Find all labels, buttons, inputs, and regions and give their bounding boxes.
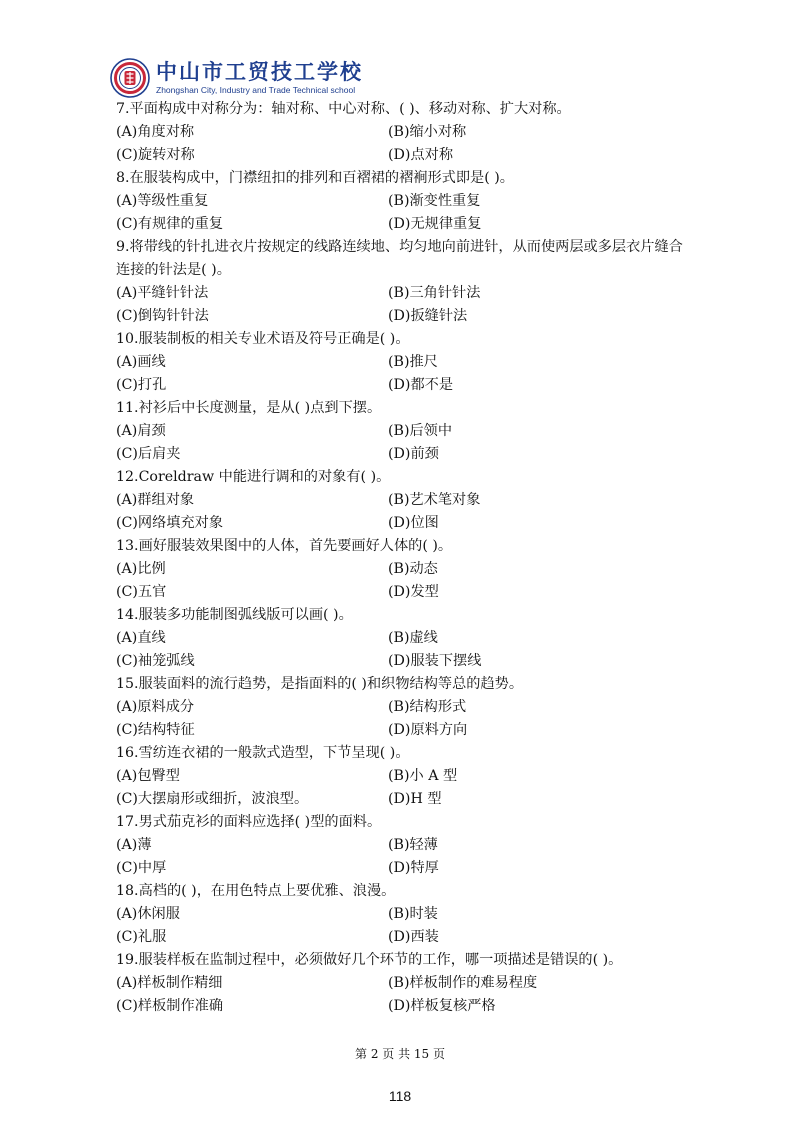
answer-option: (D)服装下摆线 (388, 653, 482, 669)
question-text: 12.Coreldraw 中能进行调和的对象有( )。 (116, 469, 391, 485)
option-grid (116, 420, 696, 466)
option-grid (116, 489, 696, 535)
question-text: 18.高档的( )，在用色特点上要优雅、浪漫。 (116, 883, 396, 899)
answer-option: (D)扳缝针法 (388, 308, 468, 324)
answer-option: (C)样板制作准确 (116, 998, 224, 1014)
answer-option: (A)肩颈 (116, 423, 166, 439)
answer-option: (B)样板制作的难易程度 (388, 975, 538, 991)
option-grid (116, 282, 696, 328)
question-text: 14.服装多功能制图弧线版可以画( )。 (116, 607, 353, 623)
answer-option: (A)直线 (116, 630, 166, 646)
option-grid (116, 190, 696, 236)
answer-option: (A)薄 (116, 837, 152, 853)
school-name-cn: 中山市工贸技工学校 (156, 59, 363, 84)
school-name-en: Zhongshan City, Industry and Trade Technical school (156, 85, 356, 95)
answer-option: (C)五官 (116, 584, 167, 600)
answer-option: (C)结构特征 (116, 722, 195, 738)
answer-option: (D)样板复核严格 (388, 998, 496, 1014)
answer-option: (C)有规律的重复 (116, 216, 224, 232)
answer-option: (A)休闲服 (116, 906, 180, 922)
question-text: 8.在服装构成中，门襟纽扣的排列和百褶裙的褶裥形式即是( )。 (116, 170, 514, 186)
page-number: 118 (388, 1088, 412, 1104)
question-item (116, 98, 696, 167)
answer-option: (D)发型 (388, 584, 439, 600)
answer-option: (B)缩小对称 (388, 124, 467, 140)
page-footer: 第 2 页 共 15 页 (355, 1047, 445, 1061)
question-item (116, 742, 696, 811)
answer-option: (A)比例 (116, 561, 166, 577)
answer-option: (C)倒钩针针法 (116, 308, 209, 324)
answer-option: (D)H 型 (388, 791, 442, 807)
question-text: 19.服装样板在监制过程中，必须做好几个环节的工作，哪一项描述是错误的( )。 (116, 952, 623, 968)
answer-option: (C)旋转对称 (116, 147, 195, 163)
school-name (156, 60, 363, 96)
answer-option: (A)角度对称 (116, 124, 195, 140)
question-item (116, 880, 696, 949)
answer-option: (C)打孔 (116, 377, 167, 393)
answer-option: (B)三角针针法 (388, 285, 481, 301)
answer-option: (B)渐变性重复 (388, 193, 481, 209)
answer-option: (B)动态 (388, 561, 438, 577)
answer-option: (C)网络填充对象 (116, 515, 224, 531)
question-item (116, 167, 696, 236)
question-item (116, 949, 696, 1018)
answer-option: (A)原料成分 (116, 699, 195, 715)
option-grid (116, 627, 696, 673)
answer-option: (B)轻薄 (388, 837, 438, 853)
question-text: 13.画好服装效果图中的人体，首先要画好人体的( )。 (116, 538, 453, 554)
option-grid (116, 121, 696, 167)
question-item (116, 236, 696, 328)
question-list (116, 98, 696, 1018)
answer-option: (A)平缝针针法 (116, 285, 209, 301)
answer-option: (D)特厚 (388, 860, 439, 876)
answer-option: (C)中厚 (116, 860, 167, 876)
option-grid (116, 903, 696, 949)
question-item (116, 466, 696, 535)
answer-option: (D)都不是 (388, 377, 454, 393)
question-text: 17.男式茄克衫的面料应选择( )型的面料。 (116, 814, 382, 830)
option-grid (116, 972, 696, 1018)
question-item (116, 397, 696, 466)
question-item (116, 673, 696, 742)
school-header (110, 56, 363, 100)
option-grid (116, 351, 696, 397)
answer-option: (D)前颈 (388, 446, 439, 462)
answer-option: (A)画线 (116, 354, 166, 370)
answer-option: (C)礼服 (116, 929, 167, 945)
answer-option: (A)包臀型 (116, 768, 180, 784)
answer-option: (B)时装 (388, 906, 438, 922)
answer-option: (D)无规律重复 (388, 216, 482, 232)
answer-option: (B)结构形式 (388, 699, 467, 715)
question-item (116, 535, 696, 604)
answer-option: (D)西装 (388, 929, 439, 945)
answer-option: (B)虚线 (388, 630, 438, 646)
option-grid (116, 696, 696, 742)
question-text: 16.雪纺连衣裙的一般款式造型，下节呈现( )。 (116, 745, 410, 761)
answer-option: (B)艺术笔对象 (388, 492, 481, 508)
answer-option: (C)袖笼弧线 (116, 653, 195, 669)
option-grid (116, 558, 696, 604)
question-item (116, 604, 696, 673)
answer-option: (B)小 A 型 (388, 768, 458, 784)
option-grid (116, 834, 696, 880)
question-text: 7.平面构成中对称分为：轴对称、中心对称、( )、移动对称、扩大对称。 (116, 101, 571, 117)
question-text: 9.将带线的针扎进衣片按规定的线路连续地、均匀地向前进针，从而使两层或多层衣片缝合连接的针法是( )。 (116, 239, 683, 278)
answer-option: (D)点对称 (388, 147, 454, 163)
answer-option: (D)位图 (388, 515, 439, 531)
question-text: 10.服装制板的相关专业术语及符号正确是( )。 (116, 331, 410, 347)
answer-option: (B)推尺 (388, 354, 438, 370)
answer-option: (C)大摆扇形或细折，波浪型。 (116, 791, 309, 807)
answer-option: (A)样板制作精细 (116, 975, 223, 991)
answer-option: (A)群组对象 (116, 492, 195, 508)
answer-option: (B)后领中 (388, 423, 453, 439)
answer-option: (D)原料方向 (388, 722, 468, 738)
answer-option: (A)等级性重复 (116, 193, 209, 209)
question-item (116, 328, 696, 397)
school-seal-icon (110, 58, 150, 98)
answer-option: (C)后肩夹 (116, 446, 181, 462)
question-item (116, 811, 696, 880)
question-text: 11.衬衫后中长度测量，是从( )点到下摆。 (116, 400, 382, 416)
question-text: 15.服装面料的流行趋势，是指面料的( )和织物结构等总的趋势。 (116, 676, 524, 692)
option-grid (116, 765, 696, 811)
